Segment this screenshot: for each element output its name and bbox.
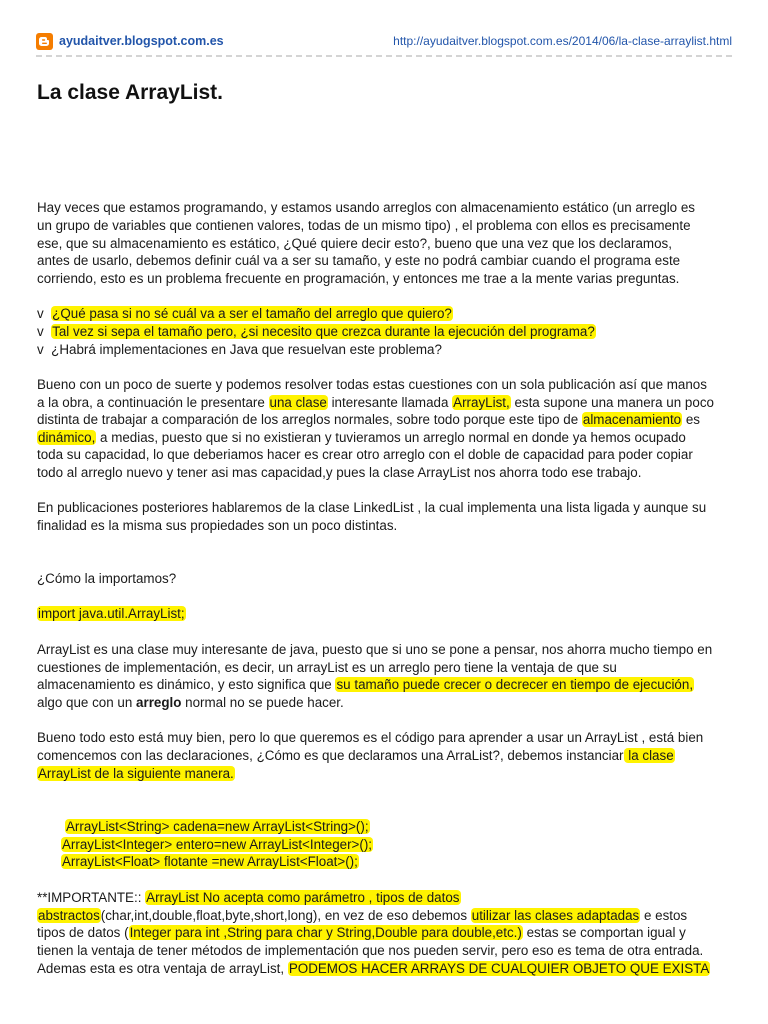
bullet-text: ¿Qué pasa si no sé cuál va a ser el tamaño del arreglo que quiero? xyxy=(52,306,452,321)
bullet-mark: v xyxy=(37,306,44,321)
page-header xyxy=(36,33,732,51)
highlight: PODEMOS HACER ARRAYS DE CUALQUIER OBJETO QUE EXISTA xyxy=(288,961,710,976)
code-line xyxy=(37,818,765,836)
blogger-icon xyxy=(36,33,53,50)
import-code xyxy=(37,605,737,623)
highlight: ArrayList de la siguiente manera. xyxy=(38,766,234,781)
highlight: ArrayList<String> cadena=new ArrayList<String>(); xyxy=(66,819,369,834)
bullet-item xyxy=(37,341,737,359)
para2-line: todo al arreglo nuevo y tener asi mas capacidad,y pues la clase ArrayList nos ahorra todo ese trabajo. xyxy=(37,465,642,480)
bullet-mark: v xyxy=(37,342,44,357)
highlight: ArrayList No acepta como parámetro , tipos de datos xyxy=(146,890,460,905)
para4-line: algo que con un arreglo normal no se puede hacer. xyxy=(37,695,344,710)
para6-line: **IMPORTANTE:: ArrayList No acepta como parámetro , tipos de datos xyxy=(37,890,460,905)
intro-line: corriendo, esto es un problema frecuente en programación, y entonces me trae a la mente varias preguntas. xyxy=(37,271,680,286)
bullet-mark: v xyxy=(37,324,44,339)
intro-line: Hay veces que estamos programando, y estamos usando arreglos con almacenamiento estático (un arreglo es xyxy=(37,200,695,215)
para3-line: En publicaciones posteriores hablaremos de la clase LinkedList , la cual implementa una lista ligada y aunque su xyxy=(37,500,707,515)
bullet-text: ¿Habrá implementaciones en Java que resuelvan este problema? xyxy=(51,342,442,357)
header-divider xyxy=(36,55,732,57)
bullet-item xyxy=(37,305,737,323)
highlight: dinámico, xyxy=(38,430,96,445)
highlight: ArrayList, xyxy=(453,395,510,410)
para4-line: ArrayList es una clase muy interesante de java, puesto que si uno se pone a pensar, nos ahorra mucho tiempo en xyxy=(37,642,713,657)
para4-line: almacenamiento es dinámico, y esto significa que su tamaño puede crecer o decrecer en tiempo de ejecución, xyxy=(37,677,694,692)
para5-line: comencemos con las declaraciones, ¿Cómo es que declaramos una ArraList?, debemos instanciar la clase xyxy=(37,748,674,763)
bullet-text: Tal vez si sepa el tamaño pero, ¿si necesito que crezca durante la ejecución del programa? xyxy=(52,324,595,339)
intro-line: antes de usarlo, debemos definir cuál va a ser su tamaño, y este no podrá cambiar cuando el programa este xyxy=(37,253,681,268)
para6-line: Ademas esta es otra ventaja de arrayList, PODEMOS HACER ARRAYS DE CUALQUIER OBJETO QUE EXISTA xyxy=(37,961,710,976)
para5-line: Bueno todo esto está muy bien, pero lo que queremos es el código para aprender a usar un ArrayList , está bien xyxy=(37,730,704,745)
para5-line xyxy=(37,765,737,783)
para2-line: a la obra, a continuación le presentare una clase interesante llamada ArrayList, esta supone una manera un poco xyxy=(37,395,714,410)
para2-line: distinta de trabajar a comparación de los arreglos normales, sobre todo porque este tipo de almacenamiento es xyxy=(37,412,701,427)
bold-word: arreglo xyxy=(136,695,182,710)
page-title: La clase ArrayList. xyxy=(37,81,223,104)
highlight: ArrayList<Float> flotante =new ArrayList<Float>(); xyxy=(62,854,358,869)
code-line xyxy=(37,836,761,854)
page-url-link[interactable]: http://ayudaitver.blogspot.com.es/2014/06/la-clase-arraylist.html xyxy=(393,34,732,48)
highlight: import java.util.ArrayList; xyxy=(38,606,185,621)
para2-line: toda su capacidad, lo que deberiamos hacer es crear otro arreglo con el doble de capacidad para poder copiar xyxy=(37,447,693,462)
para2-line: Bueno con un poco de suerte y podemos resolver todas estas cuestiones con un sola publicación así que manos xyxy=(37,377,707,392)
highlight: ArrayList<Integer> entero=new ArrayList<Integer>(); xyxy=(62,837,373,852)
intro-line: ese, que su almacenamiento es estático, ¿Qué quiere decir esto?, bueno que una vez que los declaramos, xyxy=(37,236,672,251)
para2-line: dinámico, a medias, puesto que si no existieran y tuvieramos un arreglo normal en donde ya hemos ocupado xyxy=(38,430,686,445)
code-line xyxy=(37,853,761,871)
site-name-link[interactable]: ayudaitver.blogspot.com.es xyxy=(59,34,224,48)
para6-line: tipos de datos (Integer para int ,String para char y String,Double para double,etc.) estas se comportan igual y xyxy=(37,925,686,940)
highlight: Integer para int ,String para char y String,Double para double,etc.) xyxy=(129,925,522,940)
highlight: la clase xyxy=(624,748,674,763)
para3-line: finalidad es la misma sus propiedades son un poco distintas. xyxy=(37,518,398,533)
para6-line: tienen la ventaja de tener métodos de implementación que nos pueden servir, pero eso es tema de otra entrada. xyxy=(37,943,704,958)
para4-line: cuestiones de implementación, es decir, un arrayList es un arreglo pero tiene la ventaja de que su xyxy=(37,660,617,675)
highlight: su tamaño puede crecer o decrecer en tiempo de ejecución, xyxy=(336,677,694,692)
highlight: utilizar las clases adaptadas xyxy=(471,908,640,923)
intro-line: un grupo de variables que contienen valores, todas de un mismo tipo) , el problema con ellos es precisamente xyxy=(37,218,691,233)
bullet-item xyxy=(37,323,737,341)
highlight: una clase xyxy=(269,395,327,410)
highlight: almacenamiento xyxy=(582,412,682,427)
para6-line: abstractos(char,int,double,float,byte,short,long), en vez de eso debemos utilizar las clases adaptadas e estos xyxy=(38,908,688,923)
highlight: abstractos xyxy=(38,908,100,923)
import-question: ¿Cómo la importamos? xyxy=(37,571,177,586)
